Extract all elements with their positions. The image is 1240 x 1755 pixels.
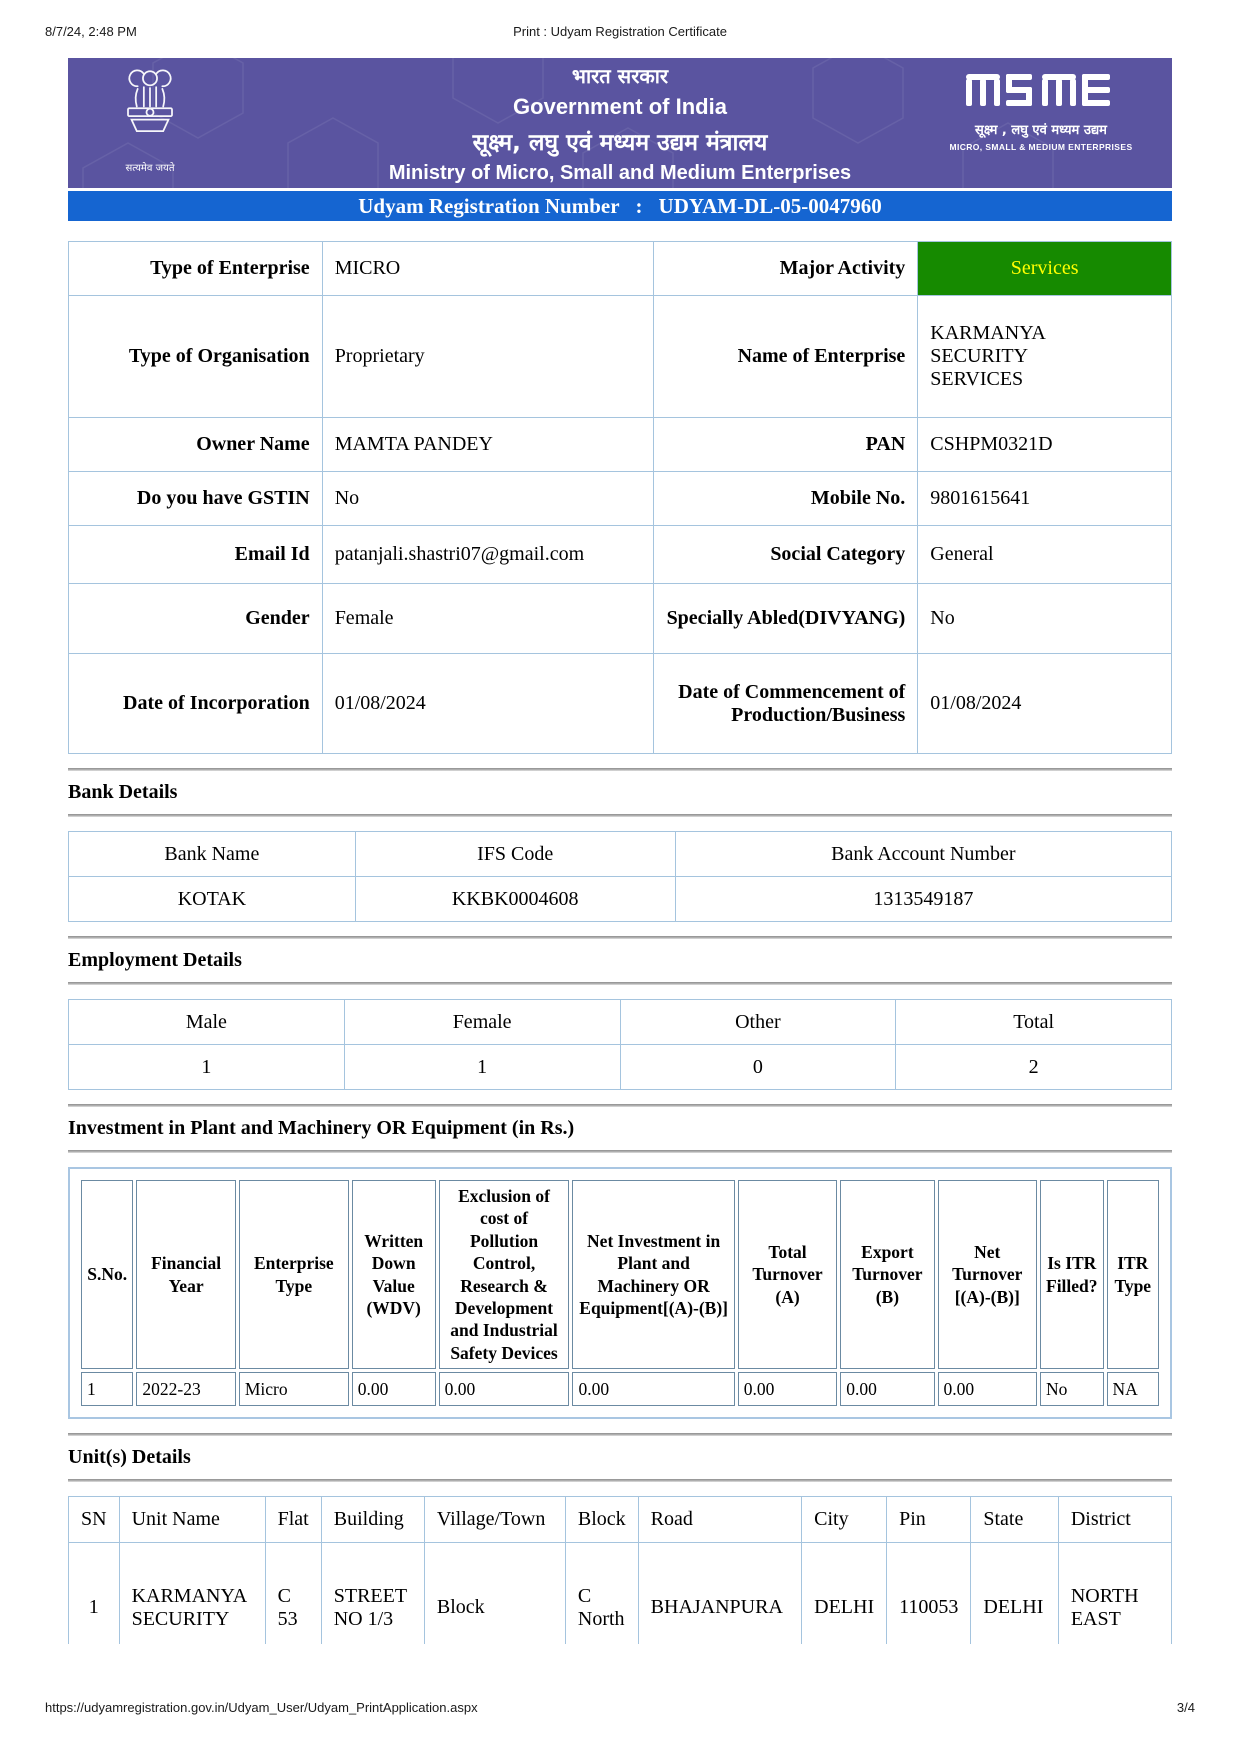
value-date-of-incorporation: 01/08/2024 (322, 654, 653, 754)
value-type-of-organisation: Proprietary (322, 296, 653, 418)
bank-details-heading: Bank Details (68, 781, 178, 803)
table-row (69, 242, 1172, 296)
section-divider (68, 1104, 1172, 1107)
banner-hindi-government: भारत सरकार (571, 63, 669, 88)
value-itr-type: NA (1107, 1372, 1159, 1406)
header-male: Male (69, 1000, 345, 1045)
header-total-turnover: Total Turnover (A) (738, 1180, 837, 1369)
banner-english-ministry: Ministry of Micro, Small and Medium Enterprises (388, 161, 852, 184)
value-road: BHAJANPURA (638, 1543, 801, 1645)
label-major-activity: Major Activity (653, 242, 918, 296)
enterprise-name-text: KARMANYA SECURITY SERVICES (930, 322, 1045, 390)
section-divider (68, 814, 1172, 817)
print-title: Print : Udyam Registration Certificate (513, 24, 727, 39)
header-itr-type: ITR Type (1107, 1180, 1159, 1369)
value-gstin: No (322, 472, 653, 526)
investment-table (78, 1177, 1162, 1409)
section-divider (68, 982, 1172, 985)
table-row (81, 1372, 1159, 1406)
msme-hindi-caption: सूक्ष्म , लघु एवं मध्यम उद्यम (975, 123, 1107, 138)
header-export-turnover: Export Turnover (B) (840, 1180, 934, 1369)
certificate-page (68, 58, 1172, 1644)
header-sn: SN (69, 1497, 120, 1543)
units-details-table (68, 1496, 1172, 1644)
header-wdv: Written Down Value (WDV) (352, 1180, 436, 1369)
header-total: Total (896, 1000, 1172, 1045)
label-gstin: Do you have GSTIN (69, 472, 323, 526)
label-type-of-organisation: Type of Organisation (69, 296, 323, 418)
value-owner-name: MAMTA PANDEY (322, 418, 653, 472)
print-datetime: 8/7/24, 2:48 PM (45, 24, 137, 39)
msme-logo-icon (965, 74, 1117, 107)
label-owner-name: Owner Name (69, 418, 323, 472)
value-state: DELHI (971, 1543, 1058, 1645)
investment-table-wrapper (68, 1167, 1172, 1419)
table-row (69, 877, 1172, 922)
investment-heading: Investment in Plant and Machinery OR Equipment (in Rs.) (68, 1117, 575, 1139)
table-row (69, 296, 1172, 418)
header-other: Other (620, 1000, 896, 1045)
value-exclusion-cost: 0.00 (439, 1372, 570, 1406)
header-enterprise-type: Enterprise Type (239, 1180, 349, 1369)
header-exclusion-cost: Exclusion of cost of Pollution Control, Research & Development and Industrial Safety Devices (439, 1180, 570, 1369)
header-unit-name: Unit Name (119, 1497, 265, 1543)
page-number: 3/4 (1176, 1700, 1195, 1715)
value-block (565, 1543, 638, 1645)
building-text: STREET NO 1/3 (333, 1584, 407, 1630)
udyam-number-colon: : (635, 194, 643, 218)
label-specially-abled: Specially Abled(DIVYANG) (653, 584, 918, 654)
value-date-of-commencement: 01/08/2024 (918, 654, 1172, 754)
enterprise-details-table (68, 241, 1172, 754)
section-divider (68, 1433, 1172, 1436)
unit-name-text: KARMANYA SECURITY (131, 1584, 247, 1630)
table-row (69, 654, 1172, 754)
value-sno: 1 (81, 1372, 133, 1406)
header-bank-name: Bank Name (69, 832, 356, 877)
header-ifs-code: IFS Code (355, 832, 675, 877)
label-name-of-enterprise: Name of Enterprise (653, 296, 918, 418)
header-flat: Flat (265, 1497, 321, 1543)
table-header-row (81, 1180, 1159, 1369)
value-net-investment: 0.00 (572, 1372, 734, 1406)
table-row (69, 472, 1172, 526)
value-total: 2 (896, 1045, 1172, 1090)
value-pin: 110053 (887, 1543, 971, 1645)
header-city: City (802, 1497, 887, 1543)
header-building: Building (321, 1497, 424, 1543)
value-bank-account-number: 1313549187 (675, 877, 1171, 922)
table-header-row (69, 1497, 1172, 1543)
value-gender: Female (322, 584, 653, 654)
value-sn: 1 (69, 1543, 120, 1645)
value-male: 1 (69, 1045, 345, 1090)
label-pan: PAN (653, 418, 918, 472)
label-email: Email Id (69, 526, 323, 584)
value-major-activity-badge: Services (918, 242, 1172, 296)
header-financial-year: Financial Year (136, 1180, 235, 1369)
value-type-of-enterprise: MICRO (322, 242, 653, 296)
govt-banner (68, 58, 1172, 188)
table-header-row (69, 1000, 1172, 1045)
label-type-of-enterprise: Type of Enterprise (69, 242, 323, 296)
label-gender: Gender (69, 584, 323, 654)
udyam-number-label: Udyam Registration Number (358, 194, 620, 218)
units-table-clip (68, 1496, 1172, 1644)
value-financial-year: 2022-23 (136, 1372, 235, 1406)
label-date-of-commencement: Date of Commencement of Production/Business (653, 654, 918, 754)
header-road: Road (638, 1497, 801, 1543)
browser-print-footer (45, 1700, 1195, 1715)
banner-english-government: Government of India (513, 93, 727, 119)
value-village-town: Block (424, 1543, 565, 1645)
value-enterprise-type: Micro (239, 1372, 349, 1406)
header-pin: Pin (887, 1497, 971, 1543)
bank-details-table (68, 831, 1172, 922)
header-net-turnover: Net Turnover [(A)-(B)] (938, 1180, 1037, 1369)
print-url: https://udyamregistration.gov.in/Udyam_User/Udyam_PrintApplication.aspx (45, 1700, 478, 1715)
header-sno: S.No. (81, 1180, 133, 1369)
udyam-number-value: UDYAM-DL-05-0047960 (658, 194, 882, 218)
value-flat (265, 1543, 321, 1645)
header-female: Female (344, 1000, 620, 1045)
flat-text: C 53 (277, 1584, 298, 1630)
units-details-heading: Unit(s) Details (68, 1446, 191, 1469)
value-export-turnover: 0.00 (840, 1372, 934, 1406)
emblem-motto: सत्यमेव जयते (125, 163, 175, 174)
table-row (69, 584, 1172, 654)
value-social-category: General (918, 526, 1172, 584)
value-district (1058, 1543, 1171, 1645)
browser-print-header (45, 24, 1195, 42)
udyam-registration-number-bar (68, 191, 1172, 221)
msme-english-caption: MICRO, SMALL & MEDIUM ENTERPRISES (949, 142, 1133, 152)
section-divider (68, 768, 1172, 771)
block-text: C North (577, 1584, 625, 1630)
value-name-of-enterprise (918, 296, 1172, 418)
table-row (69, 526, 1172, 584)
header-village-town: Village/Town (424, 1497, 565, 1543)
value-is-itr-filled: No (1040, 1372, 1104, 1406)
value-specially-abled: No (918, 584, 1172, 654)
value-mobile: 9801615641 (918, 472, 1172, 526)
value-city: DELHI (802, 1543, 887, 1645)
value-ifs-code: KKBK0004608 (355, 877, 675, 922)
value-total-turnover: 0.00 (738, 1372, 837, 1406)
value-net-turnover: 0.00 (938, 1372, 1037, 1406)
value-other: 0 (620, 1045, 896, 1090)
employment-details-heading: Employment Details (68, 949, 242, 971)
value-building (321, 1543, 424, 1645)
header-bank-account-number: Bank Account Number (675, 832, 1171, 877)
section-divider (68, 1479, 1172, 1482)
label-social-category: Social Category (653, 526, 918, 584)
district-text: NORTH EAST (1070, 1584, 1139, 1630)
label-date-of-incorporation: Date of Incorporation (69, 654, 323, 754)
value-female: 1 (344, 1045, 620, 1090)
section-divider (68, 1150, 1172, 1153)
table-row (69, 418, 1172, 472)
header-district: District (1058, 1497, 1171, 1543)
header-block: Block (565, 1497, 638, 1543)
header-is-itr-filled: Is ITR Filled? (1040, 1180, 1104, 1369)
label-mobile: Mobile No. (653, 472, 918, 526)
msme-logo-block (936, 74, 1146, 152)
section-divider (68, 936, 1172, 939)
employment-details-table (68, 999, 1172, 1090)
value-email: patanjali.shastri07@gmail.com (322, 526, 653, 584)
value-unit-name (119, 1543, 265, 1645)
table-row (69, 1045, 1172, 1090)
banner-hindi-ministry: सूक्ष्म, लघु एवं मध्यम उद्यम मंत्रालय (472, 129, 768, 156)
header-net-investment: Net Investment in Plant and Machinery OR Equipment[(A)-(B)] (572, 1180, 734, 1369)
table-header-row (69, 832, 1172, 877)
header-state: State (971, 1497, 1058, 1543)
value-wdv: 0.00 (352, 1372, 436, 1406)
value-pan: CSHPM0321D (918, 418, 1172, 472)
value-bank-name: KOTAK (69, 877, 356, 922)
table-row (69, 1543, 1172, 1645)
